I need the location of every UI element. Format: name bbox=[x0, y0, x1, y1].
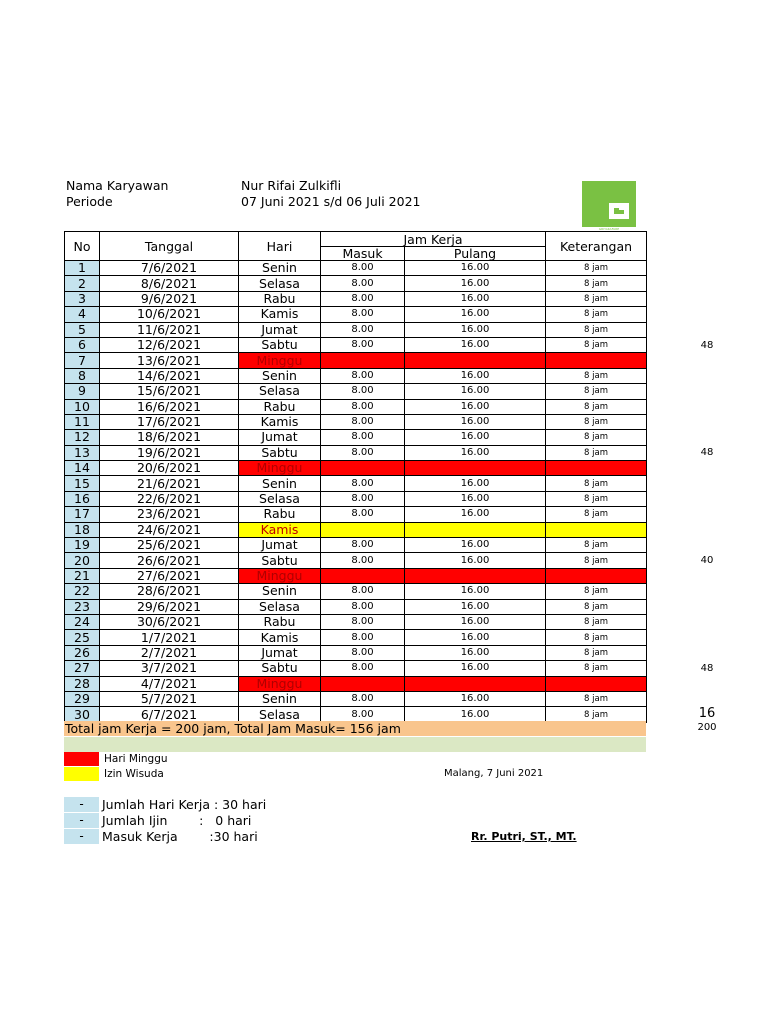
row-masuk: 8.00 bbox=[321, 491, 405, 506]
row-keterangan: 8 jam bbox=[546, 445, 647, 460]
row-no: 5 bbox=[65, 322, 100, 337]
row-hari: Minggu bbox=[239, 461, 321, 476]
row-no: 14 bbox=[65, 461, 100, 476]
row-tanggal: 11/6/2021 bbox=[100, 322, 239, 337]
row-masuk: 8.00 bbox=[321, 261, 405, 276]
table-row bbox=[65, 276, 647, 291]
company-logo-icon bbox=[582, 181, 636, 227]
row-pulang: 16.00 bbox=[405, 261, 546, 276]
row-hari: Sabtu bbox=[239, 445, 321, 460]
row-masuk: 8.00 bbox=[321, 322, 405, 337]
row-keterangan bbox=[546, 676, 647, 691]
row-pulang: 16.00 bbox=[405, 553, 546, 568]
row-tanggal: 21/6/2021 bbox=[100, 476, 239, 491]
table-row bbox=[65, 337, 647, 352]
row-no: 30 bbox=[65, 707, 100, 722]
row-tanggal: 19/6/2021 bbox=[100, 445, 239, 460]
weekly-total: 16 bbox=[698, 705, 716, 721]
row-keterangan: 8 jam bbox=[546, 476, 647, 491]
row-keterangan bbox=[546, 461, 647, 476]
row-tanggal: 28/6/2021 bbox=[100, 584, 239, 599]
row-hari: Rabu bbox=[239, 291, 321, 306]
row-no: 7 bbox=[65, 353, 100, 368]
row-no: 23 bbox=[65, 599, 100, 614]
table-row bbox=[65, 584, 647, 599]
row-pulang: 16.00 bbox=[405, 614, 546, 629]
header-jam-kerja: Jam Kerja bbox=[321, 232, 546, 247]
table-row bbox=[65, 368, 647, 383]
table-row bbox=[65, 491, 647, 506]
nama-karyawan-value: Nur Rifai Zulkifli bbox=[241, 178, 342, 193]
periode-label: Periode bbox=[66, 194, 113, 209]
table-row bbox=[65, 430, 647, 445]
company-logo-caption: GRIYAKAFARE bbox=[598, 227, 620, 231]
row-no: 21 bbox=[65, 568, 100, 583]
row-keterangan: 8 jam bbox=[546, 645, 647, 660]
row-masuk: 8.00 bbox=[321, 430, 405, 445]
row-hari: Kamis bbox=[239, 414, 321, 429]
row-tanggal: 29/6/2021 bbox=[100, 599, 239, 614]
row-hari: Sabtu bbox=[239, 661, 321, 676]
row-masuk: 8.00 bbox=[321, 553, 405, 568]
row-masuk: 8.00 bbox=[321, 661, 405, 676]
summary-dash-2: - bbox=[64, 813, 99, 828]
row-masuk: 8.00 bbox=[321, 276, 405, 291]
row-hari: Selasa bbox=[239, 491, 321, 506]
row-hari: Kamis bbox=[239, 522, 321, 537]
row-pulang: 16.00 bbox=[405, 307, 546, 322]
row-masuk: 8.00 bbox=[321, 614, 405, 629]
row-hari: Senin bbox=[239, 261, 321, 276]
summary-hari-kerja: Jumlah Hari Kerja : 30 hari bbox=[102, 797, 267, 812]
legend-minggu-label: Hari Minggu bbox=[104, 753, 168, 765]
table-row bbox=[65, 661, 647, 676]
row-keterangan: 8 jam bbox=[546, 507, 647, 522]
row-no: 18 bbox=[65, 522, 100, 537]
row-pulang bbox=[405, 461, 546, 476]
table-row bbox=[65, 691, 647, 706]
row-pulang bbox=[405, 522, 546, 537]
green-bar bbox=[64, 737, 646, 752]
row-pulang bbox=[405, 353, 546, 368]
row-pulang: 16.00 bbox=[405, 368, 546, 383]
row-tanggal: 12/6/2021 bbox=[100, 337, 239, 352]
row-hari: Selasa bbox=[239, 384, 321, 399]
row-tanggal: 1/7/2021 bbox=[100, 630, 239, 645]
weekly-total: 40 bbox=[700, 555, 714, 567]
row-hari: Selasa bbox=[239, 599, 321, 614]
row-tanggal: 18/6/2021 bbox=[100, 430, 239, 445]
row-hari: Minggu bbox=[239, 353, 321, 368]
row-tanggal: 27/6/2021 bbox=[100, 568, 239, 583]
row-pulang: 16.00 bbox=[405, 630, 546, 645]
row-keterangan: 8 jam bbox=[546, 614, 647, 629]
row-masuk bbox=[321, 676, 405, 691]
table-row bbox=[65, 553, 647, 568]
row-tanggal: 17/6/2021 bbox=[100, 414, 239, 429]
row-hari: Kamis bbox=[239, 307, 321, 322]
weekly-total: 48 bbox=[700, 662, 714, 674]
row-keterangan: 8 jam bbox=[546, 599, 647, 614]
row-no: 20 bbox=[65, 553, 100, 568]
row-tanggal: 10/6/2021 bbox=[100, 307, 239, 322]
row-pulang bbox=[405, 568, 546, 583]
summary-dash-1: - bbox=[64, 797, 99, 812]
row-pulang: 16.00 bbox=[405, 399, 546, 414]
row-keterangan: 8 jam bbox=[546, 384, 647, 399]
row-tanggal: 4/7/2021 bbox=[100, 676, 239, 691]
row-no: 27 bbox=[65, 661, 100, 676]
table-row bbox=[65, 507, 647, 522]
row-masuk bbox=[321, 461, 405, 476]
table-row bbox=[65, 522, 647, 537]
row-no: 24 bbox=[65, 614, 100, 629]
row-no: 28 bbox=[65, 676, 100, 691]
row-keterangan: 8 jam bbox=[546, 261, 647, 276]
row-no: 11 bbox=[65, 414, 100, 429]
row-masuk: 8.00 bbox=[321, 445, 405, 460]
table-row bbox=[65, 538, 647, 553]
row-hari: Jumat bbox=[239, 430, 321, 445]
row-keterangan bbox=[546, 522, 647, 537]
row-keterangan: 8 jam bbox=[546, 307, 647, 322]
row-hari: Sabtu bbox=[239, 337, 321, 352]
row-tanggal: 2/7/2021 bbox=[100, 645, 239, 660]
row-no: 16 bbox=[65, 491, 100, 506]
row-hari: Sabtu bbox=[239, 553, 321, 568]
row-pulang: 16.00 bbox=[405, 507, 546, 522]
row-masuk: 8.00 bbox=[321, 584, 405, 599]
row-keterangan: 8 jam bbox=[546, 630, 647, 645]
row-tanggal: 6/7/2021 bbox=[100, 707, 239, 722]
table-row bbox=[65, 353, 647, 368]
row-keterangan: 8 jam bbox=[546, 691, 647, 706]
row-no: 6 bbox=[65, 337, 100, 352]
row-masuk: 8.00 bbox=[321, 507, 405, 522]
table-row bbox=[65, 476, 647, 491]
row-keterangan: 8 jam bbox=[546, 276, 647, 291]
row-hari: Minggu bbox=[239, 676, 321, 691]
row-hari: Rabu bbox=[239, 614, 321, 629]
table-row bbox=[65, 568, 647, 583]
weekly-total: 48 bbox=[700, 447, 714, 459]
table-row bbox=[65, 261, 647, 276]
row-hari: Jumat bbox=[239, 645, 321, 660]
row-tanggal: 20/6/2021 bbox=[100, 461, 239, 476]
row-masuk: 8.00 bbox=[321, 384, 405, 399]
row-tanggal: 13/6/2021 bbox=[100, 353, 239, 368]
row-tanggal: 22/6/2021 bbox=[100, 491, 239, 506]
row-no: 3 bbox=[65, 291, 100, 306]
total-jam-bar: Total jam Kerja = 200 jam, Total Jam Masuk= 156 jam bbox=[64, 721, 646, 736]
row-pulang: 16.00 bbox=[405, 322, 546, 337]
row-masuk: 8.00 bbox=[321, 291, 405, 306]
row-masuk: 8.00 bbox=[321, 691, 405, 706]
row-pulang: 16.00 bbox=[405, 584, 546, 599]
row-masuk: 8.00 bbox=[321, 337, 405, 352]
header-hari: Hari bbox=[239, 232, 321, 261]
row-hari: Jumat bbox=[239, 322, 321, 337]
row-hari: Rabu bbox=[239, 399, 321, 414]
row-no: 8 bbox=[65, 368, 100, 383]
table-row bbox=[65, 599, 647, 614]
header-pulang: Pulang bbox=[405, 247, 546, 261]
row-pulang: 16.00 bbox=[405, 414, 546, 429]
row-masuk: 8.00 bbox=[321, 368, 405, 383]
row-keterangan: 8 jam bbox=[546, 538, 647, 553]
row-keterangan: 8 jam bbox=[546, 584, 647, 599]
row-keterangan: 8 jam bbox=[546, 661, 647, 676]
row-pulang: 16.00 bbox=[405, 476, 546, 491]
attendance-table bbox=[64, 231, 647, 723]
row-masuk bbox=[321, 568, 405, 583]
row-pulang: 16.00 bbox=[405, 661, 546, 676]
row-tanggal: 5/7/2021 bbox=[100, 691, 239, 706]
row-keterangan: 8 jam bbox=[546, 399, 647, 414]
row-no: 22 bbox=[65, 584, 100, 599]
summary-dash-3: - bbox=[64, 829, 99, 844]
row-tanggal: 24/6/2021 bbox=[100, 522, 239, 537]
row-tanggal: 25/6/2021 bbox=[100, 538, 239, 553]
row-tanggal: 9/6/2021 bbox=[100, 291, 239, 306]
row-no: 29 bbox=[65, 691, 100, 706]
table-row bbox=[65, 630, 647, 645]
table-row bbox=[65, 445, 647, 460]
row-tanggal: 8/6/2021 bbox=[100, 276, 239, 291]
row-no: 17 bbox=[65, 507, 100, 522]
row-hari: Minggu bbox=[239, 568, 321, 583]
row-masuk: 8.00 bbox=[321, 599, 405, 614]
row-pulang: 16.00 bbox=[405, 337, 546, 352]
row-pulang: 16.00 bbox=[405, 691, 546, 706]
row-hari: Selasa bbox=[239, 276, 321, 291]
row-pulang: 16.00 bbox=[405, 291, 546, 306]
row-no: 25 bbox=[65, 630, 100, 645]
legend-minggu-swatch bbox=[64, 752, 99, 766]
table-row bbox=[65, 322, 647, 337]
row-masuk: 8.00 bbox=[321, 476, 405, 491]
header-no: No bbox=[65, 232, 100, 261]
table-row bbox=[65, 399, 647, 414]
row-pulang: 16.00 bbox=[405, 445, 546, 460]
signature-place-date: Malang, 7 Juni 2021 bbox=[444, 768, 544, 779]
row-no: 26 bbox=[65, 645, 100, 660]
row-masuk: 8.00 bbox=[321, 399, 405, 414]
row-tanggal: 3/7/2021 bbox=[100, 661, 239, 676]
header-masuk: Masuk bbox=[321, 247, 405, 261]
row-hari: Senin bbox=[239, 691, 321, 706]
table-row bbox=[65, 645, 647, 660]
row-hari: Selasa bbox=[239, 707, 321, 722]
row-tanggal: 15/6/2021 bbox=[100, 384, 239, 399]
row-pulang: 16.00 bbox=[405, 276, 546, 291]
row-masuk: 8.00 bbox=[321, 538, 405, 553]
row-hari: Rabu bbox=[239, 507, 321, 522]
table-row bbox=[65, 676, 647, 691]
row-hari: Senin bbox=[239, 368, 321, 383]
row-tanggal: 7/6/2021 bbox=[100, 261, 239, 276]
row-keterangan: 8 jam bbox=[546, 491, 647, 506]
row-no: 19 bbox=[65, 538, 100, 553]
row-tanggal: 16/6/2021 bbox=[100, 399, 239, 414]
table-row bbox=[65, 384, 647, 399]
row-masuk: 8.00 bbox=[321, 414, 405, 429]
row-no: 2 bbox=[65, 276, 100, 291]
row-no: 1 bbox=[65, 261, 100, 276]
nama-karyawan-label: Nama Karyawan bbox=[66, 178, 169, 193]
row-no: 13 bbox=[65, 445, 100, 460]
total-right-value: 200 bbox=[697, 722, 717, 733]
table-row bbox=[65, 307, 647, 322]
row-keterangan: 8 jam bbox=[546, 414, 647, 429]
table-row bbox=[65, 291, 647, 306]
row-hari: Jumat bbox=[239, 538, 321, 553]
row-keterangan: 8 jam bbox=[546, 337, 647, 352]
legend-izin-swatch bbox=[64, 767, 99, 781]
row-keterangan bbox=[546, 568, 647, 583]
row-hari: Senin bbox=[239, 584, 321, 599]
row-masuk bbox=[321, 353, 405, 368]
signature-name: Rr. Putri, ST., MT. bbox=[471, 830, 577, 843]
row-masuk: 8.00 bbox=[321, 707, 405, 722]
row-no: 9 bbox=[65, 384, 100, 399]
row-pulang: 16.00 bbox=[405, 707, 546, 722]
row-hari: Kamis bbox=[239, 630, 321, 645]
row-tanggal: 23/6/2021 bbox=[100, 507, 239, 522]
row-masuk: 8.00 bbox=[321, 645, 405, 660]
row-keterangan: 8 jam bbox=[546, 322, 647, 337]
row-masuk bbox=[321, 522, 405, 537]
table-row bbox=[65, 414, 647, 429]
row-keterangan: 8 jam bbox=[546, 707, 647, 722]
table-row bbox=[65, 461, 647, 476]
row-keterangan: 8 jam bbox=[546, 291, 647, 306]
legend-izin-label: Izin Wisuda bbox=[104, 768, 164, 780]
row-masuk: 8.00 bbox=[321, 307, 405, 322]
header-keterangan: Keterangan bbox=[546, 232, 647, 261]
periode-value: 07 Juni 2021 s/d 06 Juli 2021 bbox=[241, 194, 421, 209]
summary-masuk: Masuk Kerja :30 hari bbox=[102, 829, 258, 844]
weekly-total: 48 bbox=[700, 339, 714, 351]
row-pulang: 16.00 bbox=[405, 430, 546, 445]
row-hari: Senin bbox=[239, 476, 321, 491]
row-no: 10 bbox=[65, 399, 100, 414]
row-pulang: 16.00 bbox=[405, 645, 546, 660]
row-tanggal: 30/6/2021 bbox=[100, 614, 239, 629]
table-row bbox=[65, 614, 647, 629]
row-keterangan bbox=[546, 353, 647, 368]
row-pulang: 16.00 bbox=[405, 384, 546, 399]
row-keterangan: 8 jam bbox=[546, 553, 647, 568]
row-pulang bbox=[405, 676, 546, 691]
row-pulang: 16.00 bbox=[405, 599, 546, 614]
summary-ijin: Jumlah Ijin : 0 hari bbox=[102, 813, 252, 828]
row-pulang: 16.00 bbox=[405, 538, 546, 553]
row-pulang: 16.00 bbox=[405, 491, 546, 506]
row-no: 12 bbox=[65, 430, 100, 445]
row-masuk: 8.00 bbox=[321, 630, 405, 645]
table-row bbox=[65, 707, 647, 722]
header-tanggal: Tanggal bbox=[100, 232, 239, 261]
row-tanggal: 14/6/2021 bbox=[100, 368, 239, 383]
row-no: 4 bbox=[65, 307, 100, 322]
row-keterangan: 8 jam bbox=[546, 430, 647, 445]
row-no: 15 bbox=[65, 476, 100, 491]
row-tanggal: 26/6/2021 bbox=[100, 553, 239, 568]
row-keterangan: 8 jam bbox=[546, 368, 647, 383]
